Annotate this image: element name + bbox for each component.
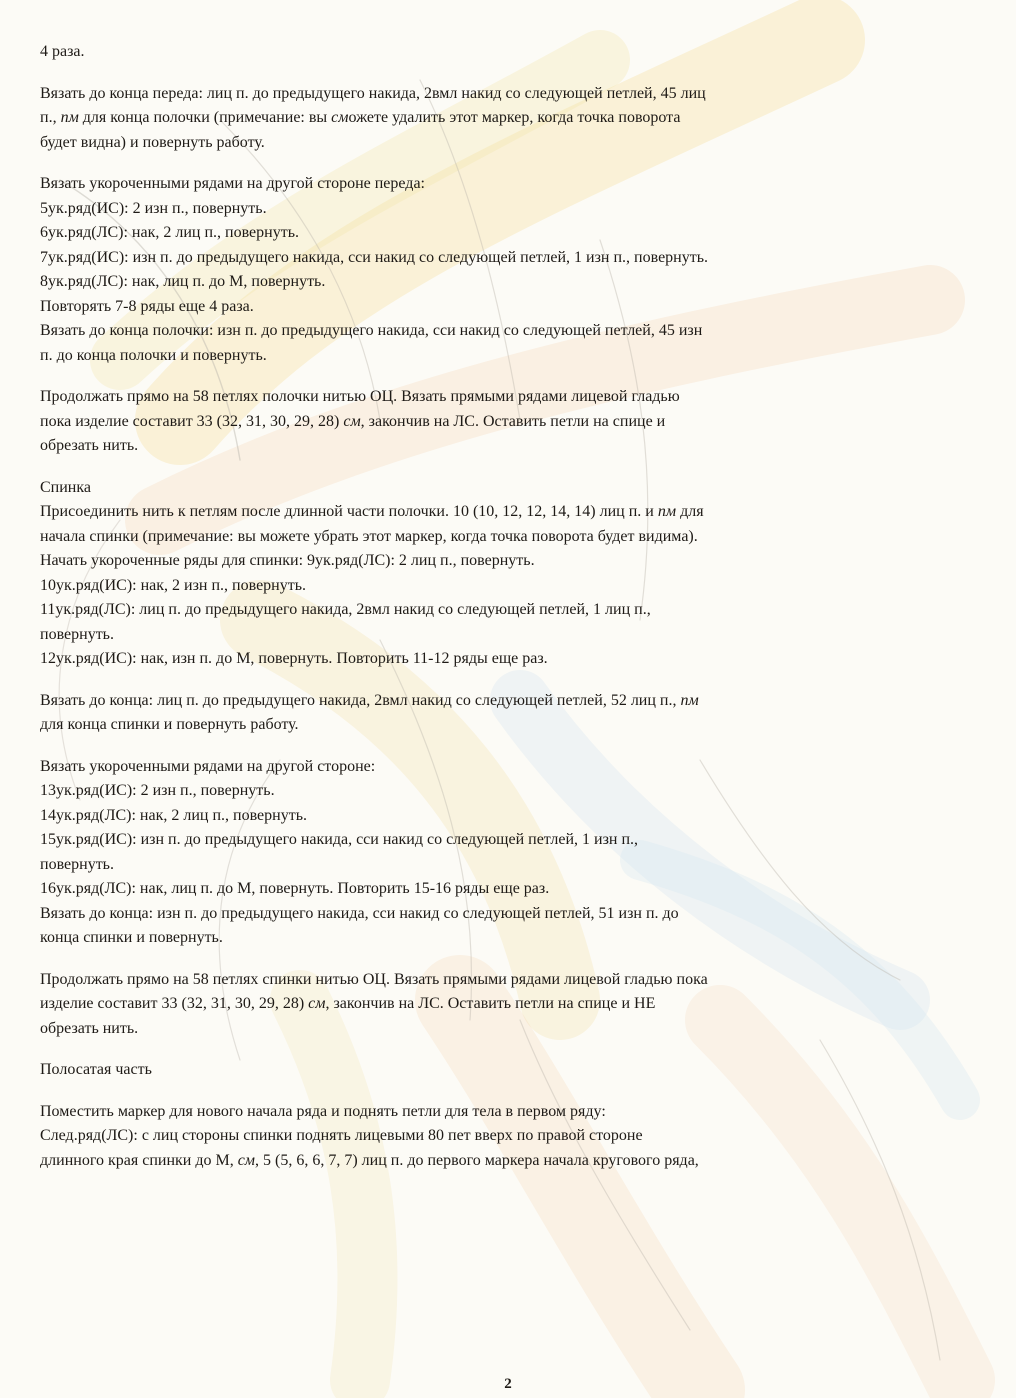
text-line: повернуть. <box>40 625 114 643</box>
text-line: 11ук.ряд(ЛС): лиц п. до предыдущего накида, 2вмл накид со следующей петлей, 1 лиц п., <box>40 601 651 618</box>
text-line: конца спинки и повернуть. <box>40 929 223 946</box>
text-line: 5ук.ряд(ИС): 2 изн п., повернуть. <box>40 199 267 217</box>
text-line: 10ук.ряд(ИС): нак, 2 изн п., повернуть. <box>40 576 307 594</box>
text-line: 14ук.ряд(ЛС): нак, 2 лиц п., повернуть. <box>40 806 307 824</box>
text-line: Вязать до конца переда: лиц п. до предыдущего накида, 2вмл накид со следующей петлей, 45 лиц <box>40 84 706 102</box>
text-line: След.ряд(ЛС): с лиц стороны спинки поднять лицевыми 80 пет вверх по правой стороне <box>40 1127 643 1144</box>
text-line: 6ук.ряд(ЛС): нак, 2 лиц п., повернуть. <box>40 224 299 241</box>
paragraph <box>40 968 970 1042</box>
section-heading: Спинка <box>40 478 91 496</box>
text-line: изделие составит 33 (32, 31, 30, 29, 28) см, закончив на ЛС. Оставить петли на спице и НЕ <box>40 995 656 1012</box>
text-line: п. до конца полочки и повернуть. <box>40 346 267 364</box>
text-line: обрезать нить. <box>40 437 139 454</box>
text-line: 7ук.ряд(ИС): изн п. до предыдущего накида, сси накид со следующей петлей, 1 изн п., повернуть. <box>40 248 709 266</box>
text-line: для конца спинки и повернуть работу. <box>40 716 299 733</box>
text-line: пока изделие составит 33 (32, 31, 30, 29, 28) см, закончив на ЛС. Оставить петли на спице и <box>40 412 666 430</box>
text-line: начала спинки (примечание: вы можете убрать этот маркер, когда точка поворота будет видима). <box>40 527 698 545</box>
text-line: Поместить маркер для нового начала ряда и поднять петли для тела в первом ряду: <box>40 1102 606 1120</box>
section-heading: Полосатая часть <box>40 1061 152 1078</box>
text-line: Повторять 7-8 ряды еще 4 раза. <box>40 297 254 315</box>
text-line: 15ук.ряд(ИС): изн п. до предыдущего накида, сси накид со следующей петлей, 1 изн п., <box>40 831 639 848</box>
text-line: п., пм для конца полочки (примечание: вы сможете удалить этот маркер, когда точка поворота <box>40 109 681 126</box>
text-line: Вязать до конца: изн п. до предыдущего накида, сси накид со следующей петлей, 51 изн п. до <box>40 904 679 922</box>
text-line: 8ук.ряд(ЛС): нак, лиц п. до М, повернуть. <box>40 273 326 290</box>
text-line: обрезать нить. <box>40 1019 139 1037</box>
text-line: Присоединить нить к петлям после длинной части полочки. 10 (10, 12, 12, 14, 14) лиц п. и пм для <box>40 503 704 520</box>
text-line: Вязать до конца: лиц п. до предыдущего накида, 2вмл накид со следующей петлей, 52 лиц п., пм <box>40 691 699 709</box>
paragraph <box>40 40 970 65</box>
text-line: 12ук.ряд(ИС): нак, изн п. до М, повернуть. Повторить 11-12 ряды еще раз. <box>40 650 548 667</box>
paragraph <box>40 172 970 368</box>
text-line: повернуть. <box>40 855 114 873</box>
text-line: 13ук.ряд(ИС): 2 изн п., повернуть. <box>40 782 275 799</box>
document-body <box>40 40 970 1190</box>
paragraph <box>40 1100 970 1174</box>
paragraph <box>40 82 970 156</box>
text-line: длинного края спинки до М, см, 5 (5, 6, 6, 7, 7) лиц п. до первого маркера начала кругового ряда, <box>40 1151 699 1169</box>
text-line: Вязать укороченными рядами на другой стороне: <box>40 757 376 775</box>
text-line: 16ук.ряд(ЛС): нак, лиц п. до М, повернуть. Повторить 15-16 ряды еще раз. <box>40 880 550 897</box>
text-line: Продолжать прямо на 58 петлях спинки нитью ОЦ. Вязать прямыми рядами лицевой гладью пока <box>40 970 708 988</box>
text-line: Начать укороченные ряды для спинки: 9ук.ряд(ЛС): 2 лиц п., повернуть. <box>40 552 535 569</box>
section-heading-striped <box>40 1058 970 1083</box>
paragraph <box>40 755 970 951</box>
page-number: 2 <box>504 1376 512 1392</box>
text-line: Продолжать прямо на 58 петлях полочки нитью ОЦ. Вязать прямыми рядами лицевой гладью <box>40 388 680 405</box>
text-line: будет видна) и повернуть работу. <box>40 133 265 151</box>
paragraph <box>40 385 970 459</box>
text-line: 4 раза. <box>40 43 85 60</box>
text-line: Вязать укороченными рядами на другой стороне переда: <box>40 175 425 192</box>
text-line: Вязать до конца полочки: изн п. до предыдущего накида, сси накид со следующей петлей, 45 изн <box>40 322 703 339</box>
paragraph <box>40 689 970 738</box>
section-back <box>40 476 970 672</box>
